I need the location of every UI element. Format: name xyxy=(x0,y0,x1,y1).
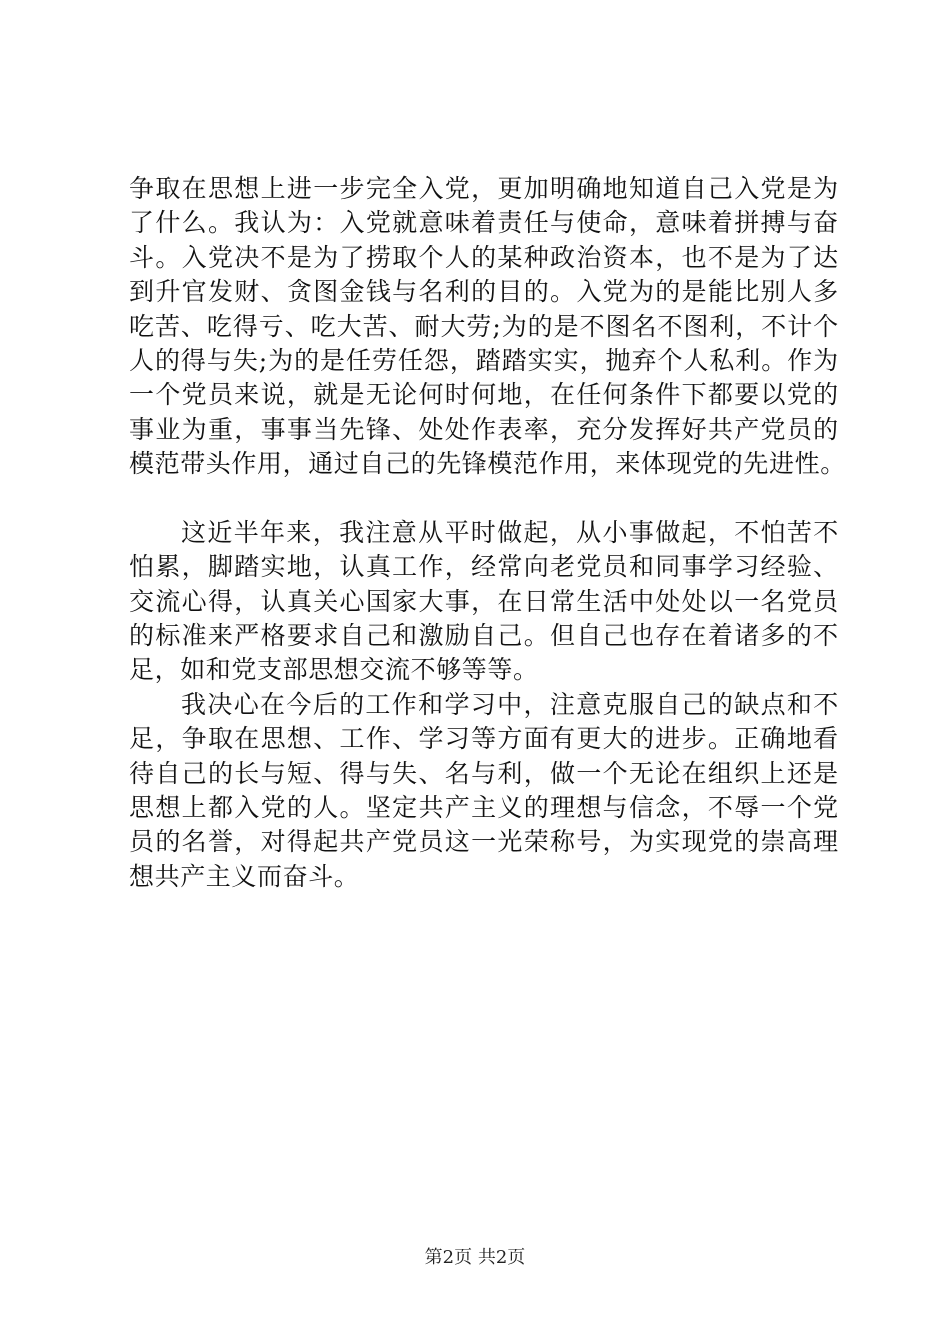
text-line: 足 ， 争 取 在 思 想 、 工 作 、 学 习 等 方 面 有 更 大 的 进 步 。 正 确 地 看 xyxy=(129,724,839,754)
paragraph-gap xyxy=(129,482,839,516)
text-line: 模范带头作用，通过自己的先锋模范作用，来体现党的先进性。 xyxy=(129,449,846,479)
document-body xyxy=(129,172,846,894)
text-line: 吃 苦 、 吃 得 亏 、 吃 大 苦 、 耐 大 劳 ; 为 的 是 不 图 名 不 图 利 ， 不 计 个 xyxy=(129,311,839,341)
text-line: 事 业 为 重 ， 事 事 当 先 锋 、 处 处 作 表 率 ， 充 分 发 挥 好 共 产 党 员 的 xyxy=(129,414,839,444)
paragraph-2 xyxy=(129,516,839,688)
text-line: 足，如和党支部思想交流不够等等。 xyxy=(129,655,539,685)
text-line: 想共产主义而奋斗。 xyxy=(129,861,360,891)
text-line: 一 个 党 员 来 说 ， 就 是 无 论 何 时 何 地 ， 在 任 何 条 件 下 都 要 以 党 的 xyxy=(129,380,839,410)
text-line: 争 取 在 思 想 上 进 一 步 完 全 入 党 ， 更 加 明 确 地 知 道 自 己 入 党 是 为 xyxy=(129,174,839,203)
text-line: 的 标 准 来 严 格 要 求 自 己 和 激 励 自 己 。 但 自 己 也 存 在 着 诸 多 的 不 xyxy=(129,621,839,651)
text-line: 待 自 己 的 长 与 短 、 得 与 失 、 名 与 利 ， 做 一 个 无 论 在 组 织 上 还 是 xyxy=(129,758,839,788)
text-line: 斗 。 入 党 决 不 是 为 了 捞 取 个 人 的 某 种 政 治 资 本 ， 也 不 是 为 了 达 xyxy=(129,242,839,272)
paragraph-1 xyxy=(129,172,846,482)
page-footer: 第2页 共2页 xyxy=(424,1247,526,1268)
text-line: 这 近 半 年 来 ， 我 注 意 从 平 时 做 起 ， 从 小 事 做 起 ， 不 怕 苦 不 xyxy=(181,517,839,547)
text-line: 人 的 得 与 失 ; 为 的 是 任 劳 任 怨 ， 踏 踏 实 实 ， 抛 弃 个 人 私 利 。 作 为 xyxy=(129,345,839,375)
text-line: 怕 累 ， 脚 踏 实 地 ， 认 真 工 作 ， 经 常 向 老 党 员 和 同 事 学 习 经 验 、 xyxy=(129,552,839,582)
text-line: 思 想 上 都 入 党 的 人 。 坚 定 共 产 主 义 的 理 想 与 信 念 ， 不 辱 一 个 党 xyxy=(129,793,839,823)
text-line: 到 升 官 发 财 、 贪 图 金 钱 与 名 利 的 目 的 。 入 党 为 的 是 能 比 别 人 多 xyxy=(129,277,839,307)
text-line: 了 什 么 。 我 认 为 ： 入 党 就 意 味 着 责 任 与 使 命 ， 意 味 着 拼 搏 与 奋 xyxy=(129,208,839,238)
text-line: 员 的 名 誉 ， 对 得 起 共 产 党 员 这 一 光 荣 称 号 ， 为 实 现 党 的 崇 高 理 xyxy=(129,827,839,857)
text-line: 交 流 心 得 ， 认 真 关 心 国 家 大 事 ， 在 日 常 生 活 中 处 处 以 一 名 党 员 xyxy=(129,586,839,616)
text-line: 我 决 心 在 今 后 的 工 作 和 学 习 中 ， 注 意 克 服 自 己 的 缺 点 和 不 xyxy=(181,689,839,719)
paragraph-3 xyxy=(129,688,839,894)
